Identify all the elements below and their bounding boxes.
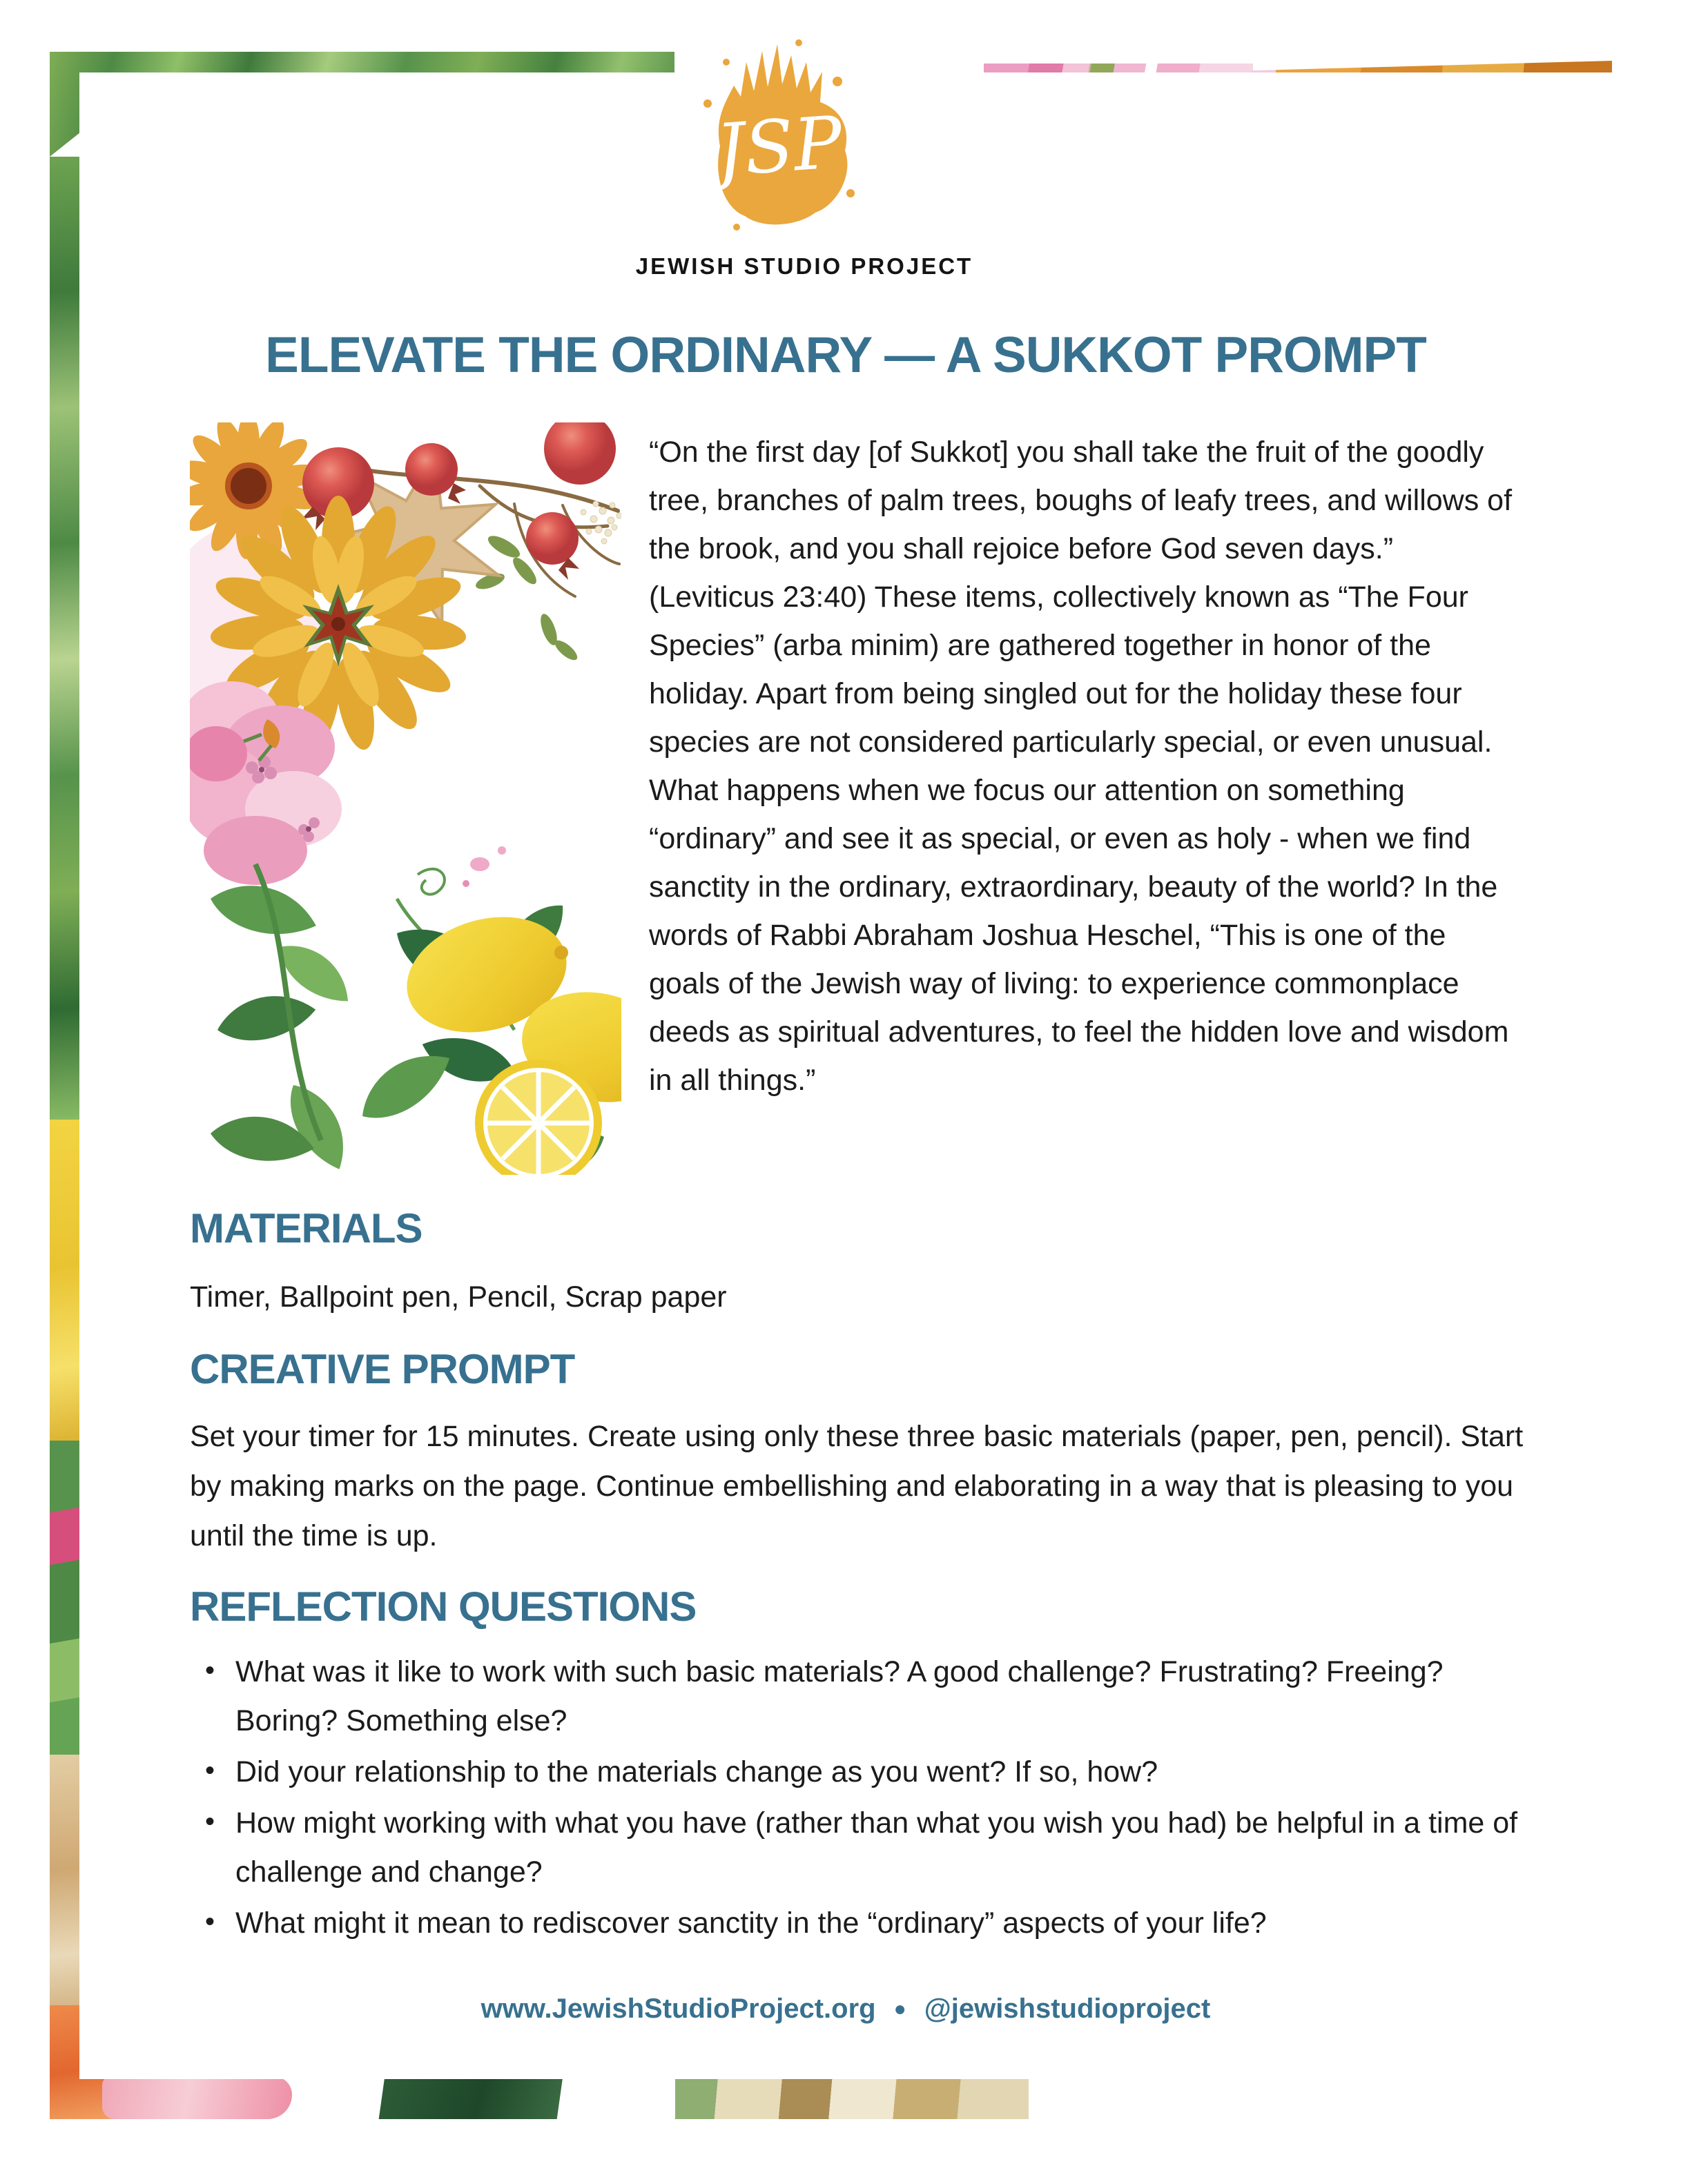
border-bottom-dark-green [379, 2076, 563, 2119]
dot-separator-icon: ● [893, 1998, 906, 2020]
creative-prompt-text: Set your timer for 15 minutes. Create using only these three basic materials (paper, pen, pencil). Start by making marks on the page. Continue embellishing and elaborating in a way that is pleasing to you until the time is up. [190, 1420, 1524, 1552]
creative-prompt-heading: CREATIVE PROMPT [190, 1346, 575, 1392]
reflection-question: • Did your relationship to the materials change as you went? If so, how? [190, 1748, 1533, 1797]
border-bottom-dried-flowers [675, 2076, 1029, 2119]
reflection-questions-heading: REFLECTION QUESTIONS [190, 1583, 697, 1630]
website-link[interactable]: www.JewishStudioProject.org [480, 1993, 876, 2024]
content-card [79, 72, 1612, 2079]
floral-illustration [190, 422, 621, 1175]
reflection-question: • How might working with what you have (rather than what you wish you had) be helpful in a time of challenge and change? [190, 1799, 1533, 1897]
social-handle-link[interactable]: @jewishstudioproject [924, 1993, 1211, 2024]
reflection-question: • What might it mean to rediscover sanctity in the “ordinary” aspects of your life? [190, 1899, 1533, 1948]
footer [79, 1993, 1612, 2025]
jsp-logo [694, 36, 863, 236]
materials-heading: MATERIALS [190, 1205, 422, 1251]
page-title: ELEVATE THE ORDINARY — A SUKKOT PROMPT [265, 327, 1426, 383]
reflection-question: • What was it like to work with such basic materials? A good challenge? Frustrating? Freeing? Boring? Something else? [190, 1648, 1533, 1746]
reflection-questions-list [190, 1648, 1533, 1950]
intro-section [190, 422, 1515, 1175]
org-name: JEWISH STUDIO PROJECT [635, 253, 973, 279]
paint-splash-icon [694, 36, 863, 236]
intro-quote: “On the first day [of Sukkot] you shall take the fruit of the goodly tree, branches of palm trees, boughs of leafy trees, and willows of the brook, and you shall rejoice before God seven days.” (Leviticus 23:40) These items, collectively known as “The Four Species” (arba minim) are gathered together in honor of the holiday. Apart from being singled out for the holiday these four species are not considered particularly special, or even unusual. What happens when we focus our attention on something “ordinary” and see it as special, or even as holy - when we find sanctity in the ordinary, extraordinary, beauty of the world? In the words of Rabbi Abraham Joshua Heschel, “This is one of the goals of the Jewish way of living: to experience commonplace deeds as spiritual adventures, to feel the hidden love and wisdom in all things.” [649, 436, 1513, 1097]
logo-acronym: JSP [712, 99, 845, 193]
materials-list: Timer, Ballpoint pen, Pencil, Scrap paper [190, 1280, 727, 1314]
border-bottom-pink [102, 2076, 292, 2119]
